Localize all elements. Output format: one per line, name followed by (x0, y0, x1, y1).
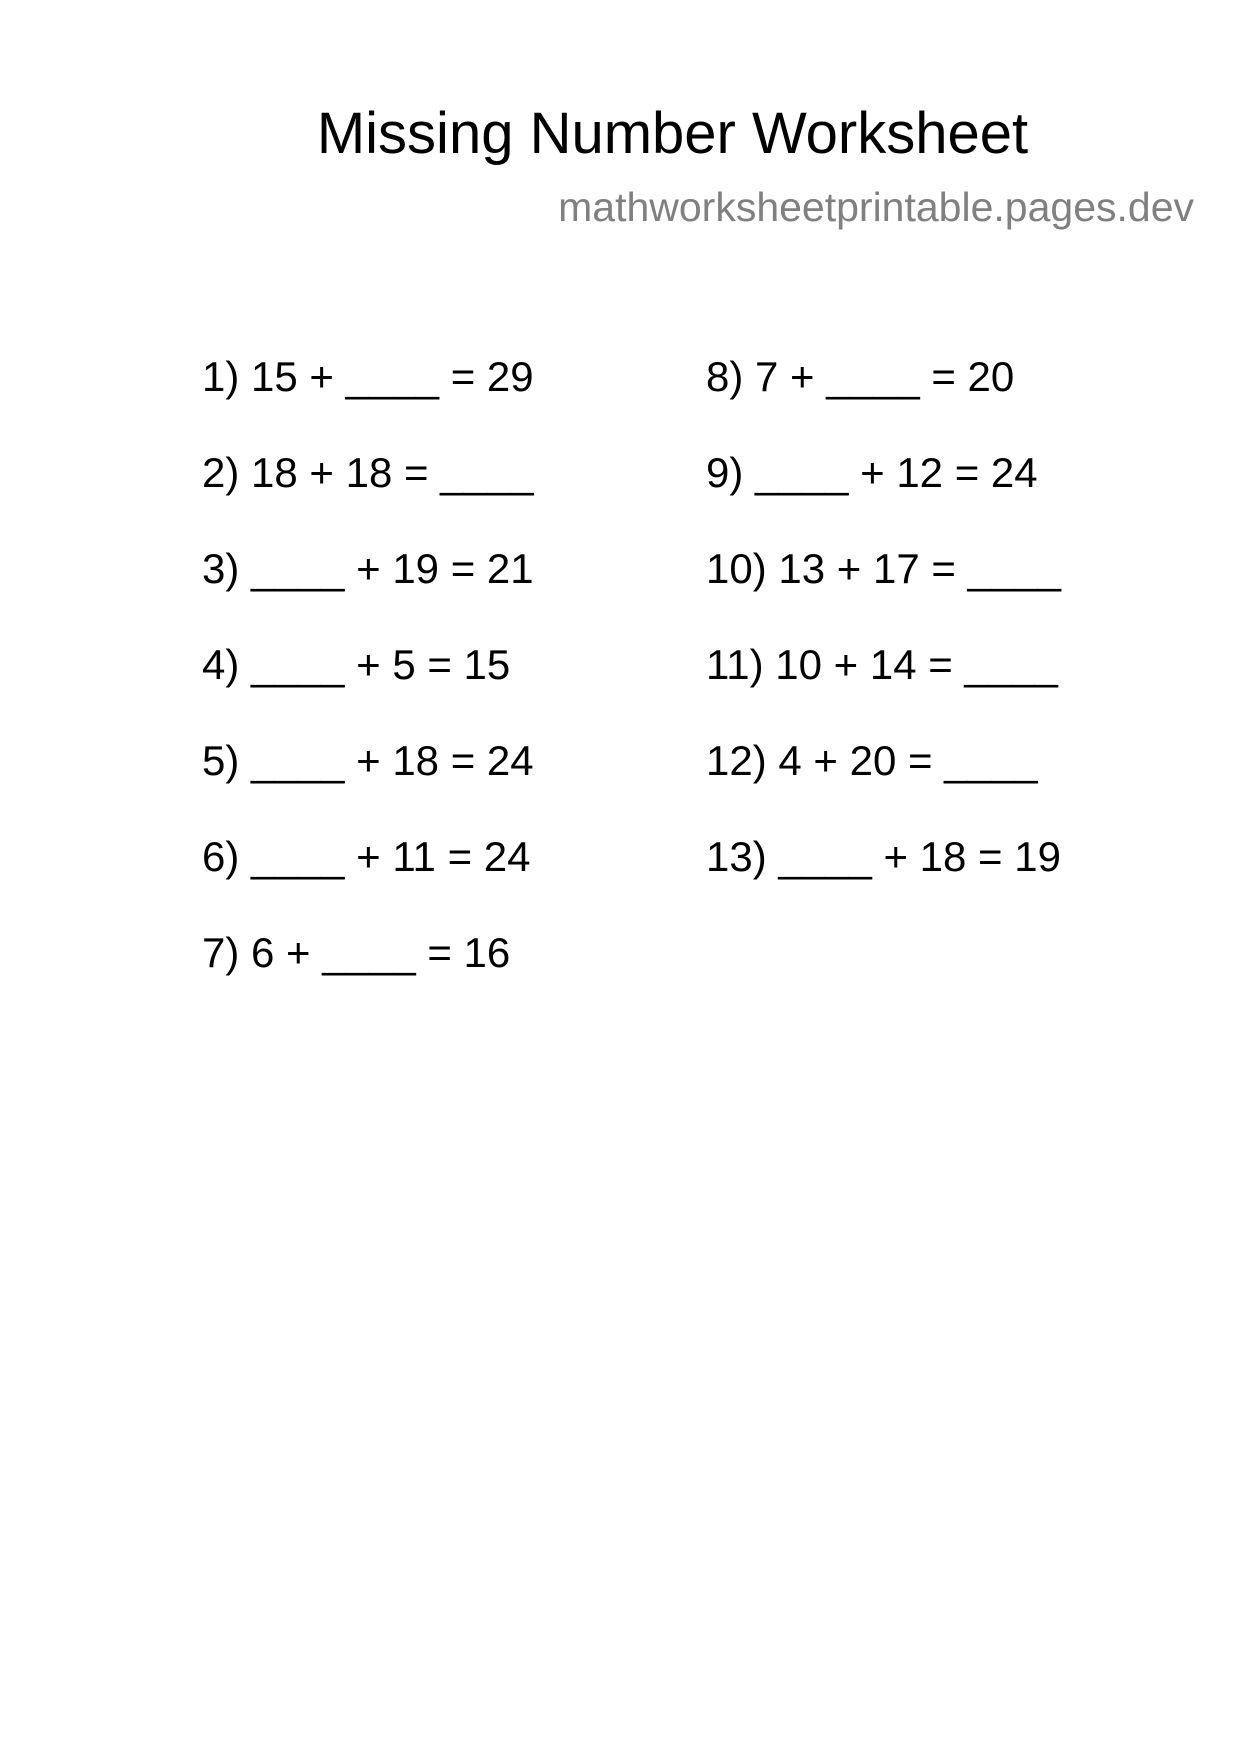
problem-8: 8) 7 + ____ = 20 (706, 353, 1015, 400)
page-title: Missing Number Worksheet (316, 101, 1029, 166)
problem-13: 13) ____ + 18 = 19 (706, 833, 1061, 880)
problem-2: 2) 18 + 18 = ____ (202, 449, 534, 496)
problem-12: 12) 4 + 20 = ____ (706, 737, 1038, 784)
problem-10: 10) 13 + 17 = ____ (706, 545, 1061, 592)
problem-9: 9) ____ + 12 = 24 (706, 449, 1038, 496)
site-url: mathworksheetprintable.pages.dev (558, 184, 1194, 230)
problem-1: 1) 15 + ____ = 29 (202, 353, 534, 400)
problem-7: 7) 6 + ____ = 16 (202, 929, 511, 976)
problem-5: 5) ____ + 18 = 24 (202, 737, 534, 784)
problem-11: 11) 10 + 14 = ____ (706, 641, 1058, 688)
problem-column-right (706, 351, 1061, 927)
problem-6: 6) ____ + 11 = 24 (202, 833, 531, 880)
problem-column-left (202, 351, 534, 1023)
problem-3: 3) ____ + 19 = 21 (202, 545, 534, 592)
problem-4: 4) ____ + 5 = 15 (202, 641, 511, 688)
